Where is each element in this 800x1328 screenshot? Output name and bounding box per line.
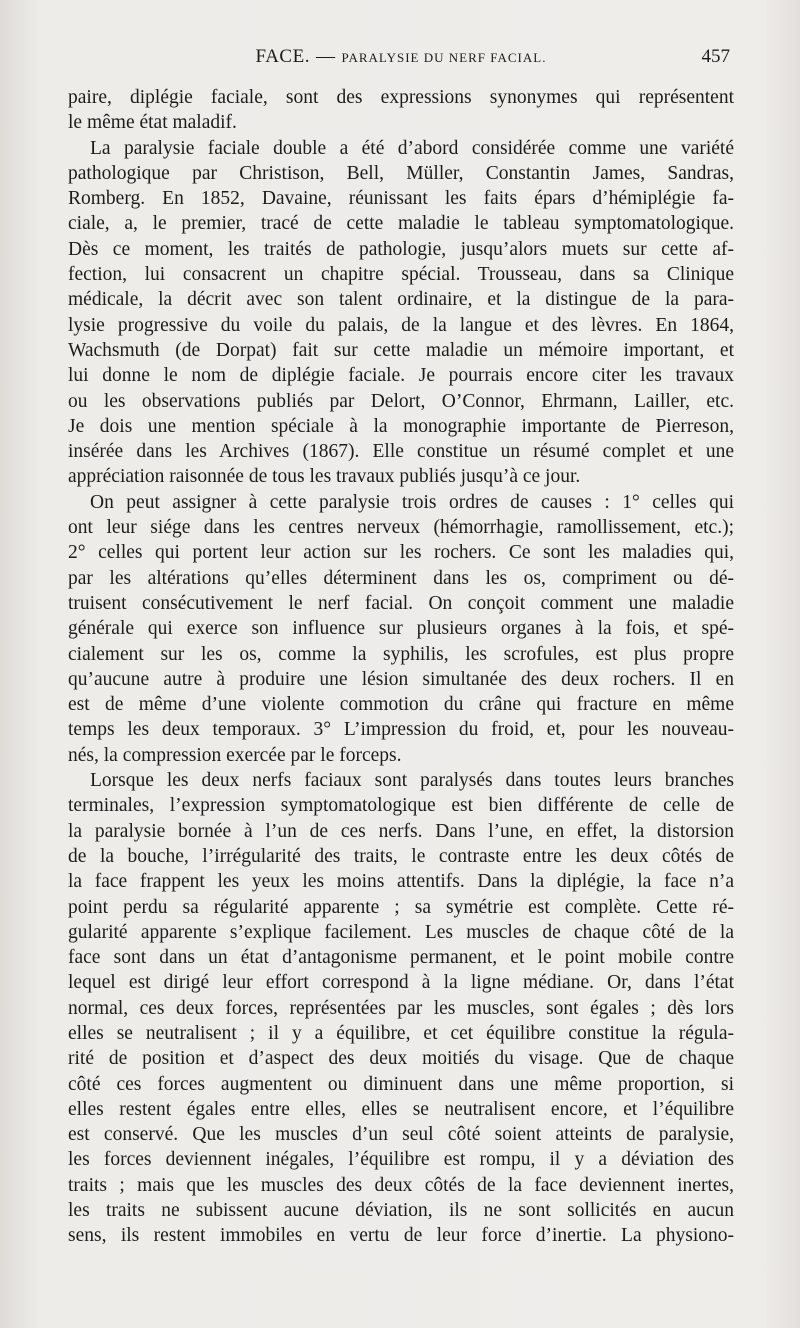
text-line: les traits ne subissent aucune déviation, ils ne sont sollicités en aucun (68, 1200, 734, 1222)
text-line: sens, ils restent immobiles en vertu de leur force d’inertie. La physiono- (68, 1225, 734, 1247)
text-line: par les altérations qu’elles déterminent dans les os, compriment ou dé- (68, 567, 734, 589)
header-title (68, 46, 734, 68)
text-line: côté ces forces augmentent ou diminuent dans une même proportion, si (68, 1073, 734, 1095)
text-line: lui donne le nom de diplégie faciale. Je pourrais encore citer les travaux (68, 365, 734, 387)
text-line: le même état maladif. (68, 112, 237, 134)
text-line: qu’aucune autre à produire une lésion simultanée des deux rochers. Il en (68, 668, 734, 690)
text-line: On peut assigner à cette paralysie trois ordres de causes : 1° celles qui (90, 491, 734, 513)
text-line: Je dois une mention spéciale à la monographie importante de Pierreson, (68, 415, 734, 437)
text-line: elles se neutralisent ; il y a équilibre, et cet équilibre constitue la régula- (68, 1022, 734, 1044)
header-left-title: FACE. (255, 46, 310, 67)
text-line: ou les observations publiés par Delort, O’Connor, Ehrmann, Lailler, etc. (68, 390, 734, 412)
text-line: point perdu sa régularité apparente ; sa symétrie est complète. Cette ré- (68, 896, 734, 918)
text-line: traits ; mais que les muscles des deux côtés de la face deviennent inertes, (68, 1174, 734, 1196)
header-section-title: PARALYSIE DU NERF FACIAL. (341, 50, 547, 65)
text-line: elles restent égales entre elles, elles se neutralisent encore, et l’équilibre (68, 1098, 734, 1120)
text-line: lequel est dirigé leur effort correspond à la ligne médiane. Or, dans l’état (68, 972, 734, 994)
text-line: médicale, la décrit avec son talent ordinaire, et la distingue de la para- (68, 289, 734, 311)
text-line: la face frappent les yeux les moins attentifs. Dans la diplégie, la face n’a (68, 871, 734, 893)
text-line: pathologique par Christison, Bell, Müller, Constantin James, Sandras, (68, 162, 734, 184)
text-line: nés, la compression exercée par le forceps. (68, 744, 402, 766)
text-line: terminales, l’expression symptomatologique est bien différente de celle de (68, 795, 734, 817)
text-line: Wachsmuth (de Dorpat) fait sur cette maladie un mémoire important, et (68, 339, 734, 361)
page-number: 457 (701, 46, 730, 67)
running-head (68, 46, 734, 76)
text-line: face sont dans un état d’antagonisme permanent, et le point mobile contre (68, 947, 734, 969)
text-line: 2° celles qui portent leur action sur les rochers. Ce sont les maladies qui, (68, 542, 734, 564)
text-line: paire, diplégie faciale, sont des expressions synonymes qui représentent (68, 87, 734, 108)
header-separator: — (315, 46, 336, 67)
text-line: rité de position et d’aspect des deux moitiés du visage. Que de chaque (68, 1048, 734, 1070)
text-line: appréciation raisonnée de tous les travaux publiés jusqu’à ce jour. (68, 466, 581, 488)
text-line: Lorsque les deux nerfs faciaux sont paralysés dans toutes leurs branches (90, 770, 734, 792)
text-line: fection, lui consacrent un chapitre spécial. Trousseau, dans sa Clinique (68, 264, 734, 286)
text-line: de la bouche, l’irrégularité des traits, le contraste entre les deux côtés de (68, 845, 734, 867)
text-line: la paralysie bornée à l’un de ces nerfs. Dans l’une, en effet, la distorsion (68, 820, 734, 842)
text-line: temps les deux temporaux. 3° L’impression du froid, et, pour les nouveau- (68, 719, 734, 741)
text-line: lysie progressive du voile du palais, de la langue et des lèvres. En 1864, (68, 314, 734, 336)
text-line: La paralysie faciale double a été d’abord considérée comme une variété (90, 137, 734, 159)
body-text (68, 85, 734, 1249)
text-line: est de même d’une violente commotion du crâne qui fracture en même (68, 694, 734, 716)
text-line: Romberg. En 1852, Davaine, réunissant les faits épars d’hémiplégie fa- (68, 188, 734, 210)
text-line: insérée dans les Archives (1867). Elle constitue un résumé complet et une (68, 441, 734, 463)
text-line: Dès ce moment, les traités de pathologie, jusqu’alors muets sur cette af- (68, 238, 734, 260)
text-line: cialement sur les os, comme la syphilis, les scrofules, est plus propre (68, 643, 734, 665)
text-line: normal, ces deux forces, représentées par les muscles, sont égales ; dès lors (68, 997, 734, 1019)
text-line: générale qui exerce son influence sur plusieurs organes à la fois, et spé- (68, 618, 734, 640)
text-line: ciale, a, le premier, tracé de cette maladie le tableau symptomatologique. (68, 213, 734, 235)
text-line: ont leur siége dans les centres nerveux (hémorrhagie, ramollissement, etc.); (68, 517, 734, 539)
text-line: est conservé. Que les muscles d’un seul côté soient atteints de paralysie, (68, 1124, 734, 1146)
text-line: truisent consécutivement le nerf facial. On conçoit comment une maladie (68, 592, 734, 614)
text-line: les forces deviennent inégales, l’équilibre est rompu, il y a déviation des (68, 1149, 734, 1171)
text-line: gularité apparente s’explique facilement. Les muscles de chaque côté de la (68, 921, 734, 943)
